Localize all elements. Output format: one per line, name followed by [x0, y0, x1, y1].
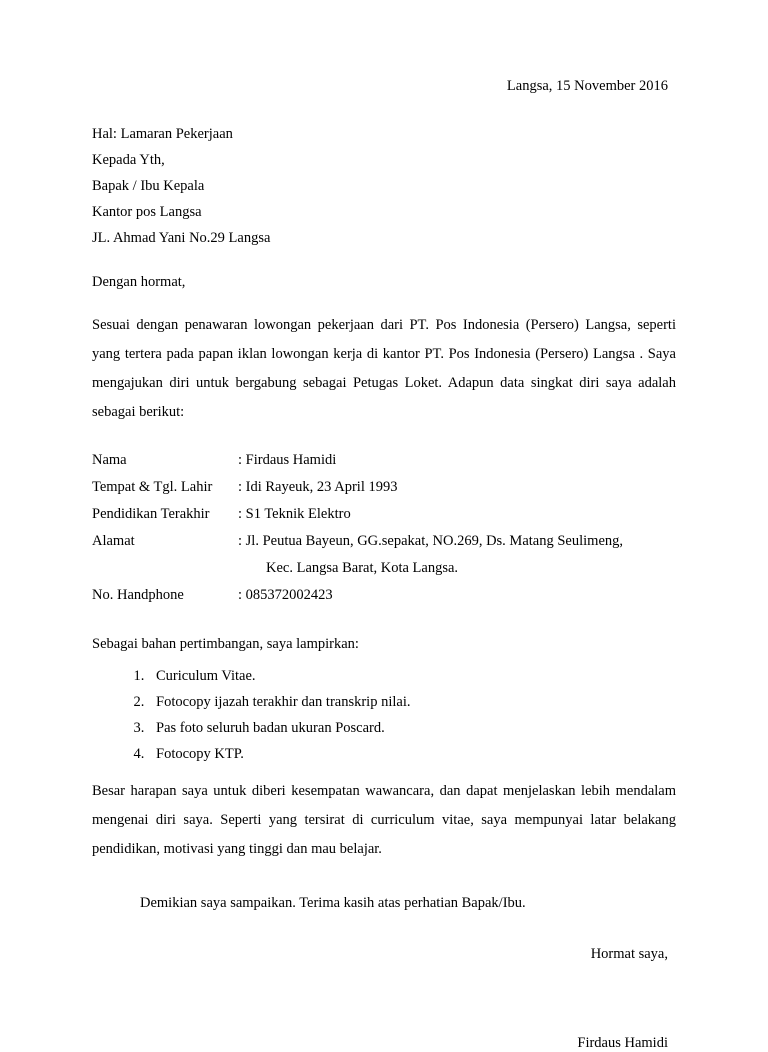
recipient-line-4: JL. Ahmad Yani No.29 Langsa — [92, 230, 271, 246]
data-value-pendidikan: : S1 Teknik Elektro — [238, 506, 351, 522]
table-row — [92, 447, 623, 474]
data-value-handphone: : 085372002423 — [238, 587, 333, 603]
salutation: Dengan hormat, — [92, 274, 186, 290]
data-label-alamat: Alamat — [92, 533, 135, 549]
sign-off: Hormat saya, — [590, 946, 668, 962]
list-item: 4. Fotocopy KTP. — [148, 741, 676, 767]
closing-paragraph: Besar harapan saya untuk diberi kesempatan wawancara, dan dapat menjelaskan lebih mendalam mengenai diri saya. Seperti yang tersirat di curriculum vitae, saya mempunyai latar belakang pendidikan, motivasi yang tinggi dan mau belajar. — [92, 783, 676, 857]
attachments-intro: Sebagai bahan pertimbangan, saya lampirkan: — [92, 636, 359, 652]
data-label-nama: Nama — [92, 452, 127, 468]
personal-data-table — [92, 447, 623, 609]
list-item: 2. Fotocopy ijazah terakhir dan transkrip nilai. — [148, 689, 676, 715]
spacer — [92, 251, 676, 269]
data-label-pendidikan: Pendidikan Terakhir — [92, 506, 210, 522]
thanks-line: Demikian saya sampaikan. Terima kasih atas perhatian Bapak/Ibu. — [140, 895, 526, 911]
table-row — [92, 555, 623, 582]
table-row — [92, 528, 623, 555]
recipient-line-1: Kepada Yth, — [92, 152, 165, 168]
data-label-handphone: No. Handphone — [92, 587, 184, 603]
date-line: Langsa, 15 November 2016 — [506, 78, 668, 94]
subject-line: Hal: Lamaran Pekerjaan — [92, 126, 233, 142]
signature-name: Firdaus Hamidi — [577, 1035, 668, 1051]
data-value-alamat-cont: Kec. Langsa Barat, Kota Langsa. — [266, 560, 459, 576]
recipient-line-3: Kantor pos Langsa — [92, 204, 202, 220]
attachments-list — [92, 663, 676, 767]
list-item: 3. Pas foto seluruh badan ukuran Poscard. — [148, 715, 676, 741]
table-row — [92, 474, 623, 501]
list-item: 1. Curiculum Vitae. — [148, 663, 676, 689]
data-value-tempat-tgl-lahir: : Idi Rayeuk, 23 April 1993 — [238, 479, 398, 495]
data-value-alamat: : Jl. Peutua Bayeun, GG.sepakat, NO.269, Ds. Matang Seulimeng, — [238, 533, 624, 549]
data-label-alamat-cont — [92, 555, 238, 582]
table-row — [92, 582, 623, 609]
intro-paragraph: Sesuai dengan penawaran lowongan pekerjaan dari PT. Pos Indonesia (Persero) Langsa, seperti yang tertera pada papan iklan lowongan kerja di kantor PT. Pos Indonesia (Persero) Langsa . Saya mengajukan diri untuk bergabung sebagai Petugas Loket. Adapun data singkat diri saya adalah sebagai berikut: — [92, 317, 676, 420]
data-label-tempat-tgl-lahir: Tempat & Tgl. Lahir — [92, 479, 213, 495]
table-row — [92, 501, 623, 528]
recipient-line-2: Bapak / Ibu Kepala — [92, 178, 205, 194]
data-value-nama: : Firdaus Hamidi — [238, 452, 337, 468]
